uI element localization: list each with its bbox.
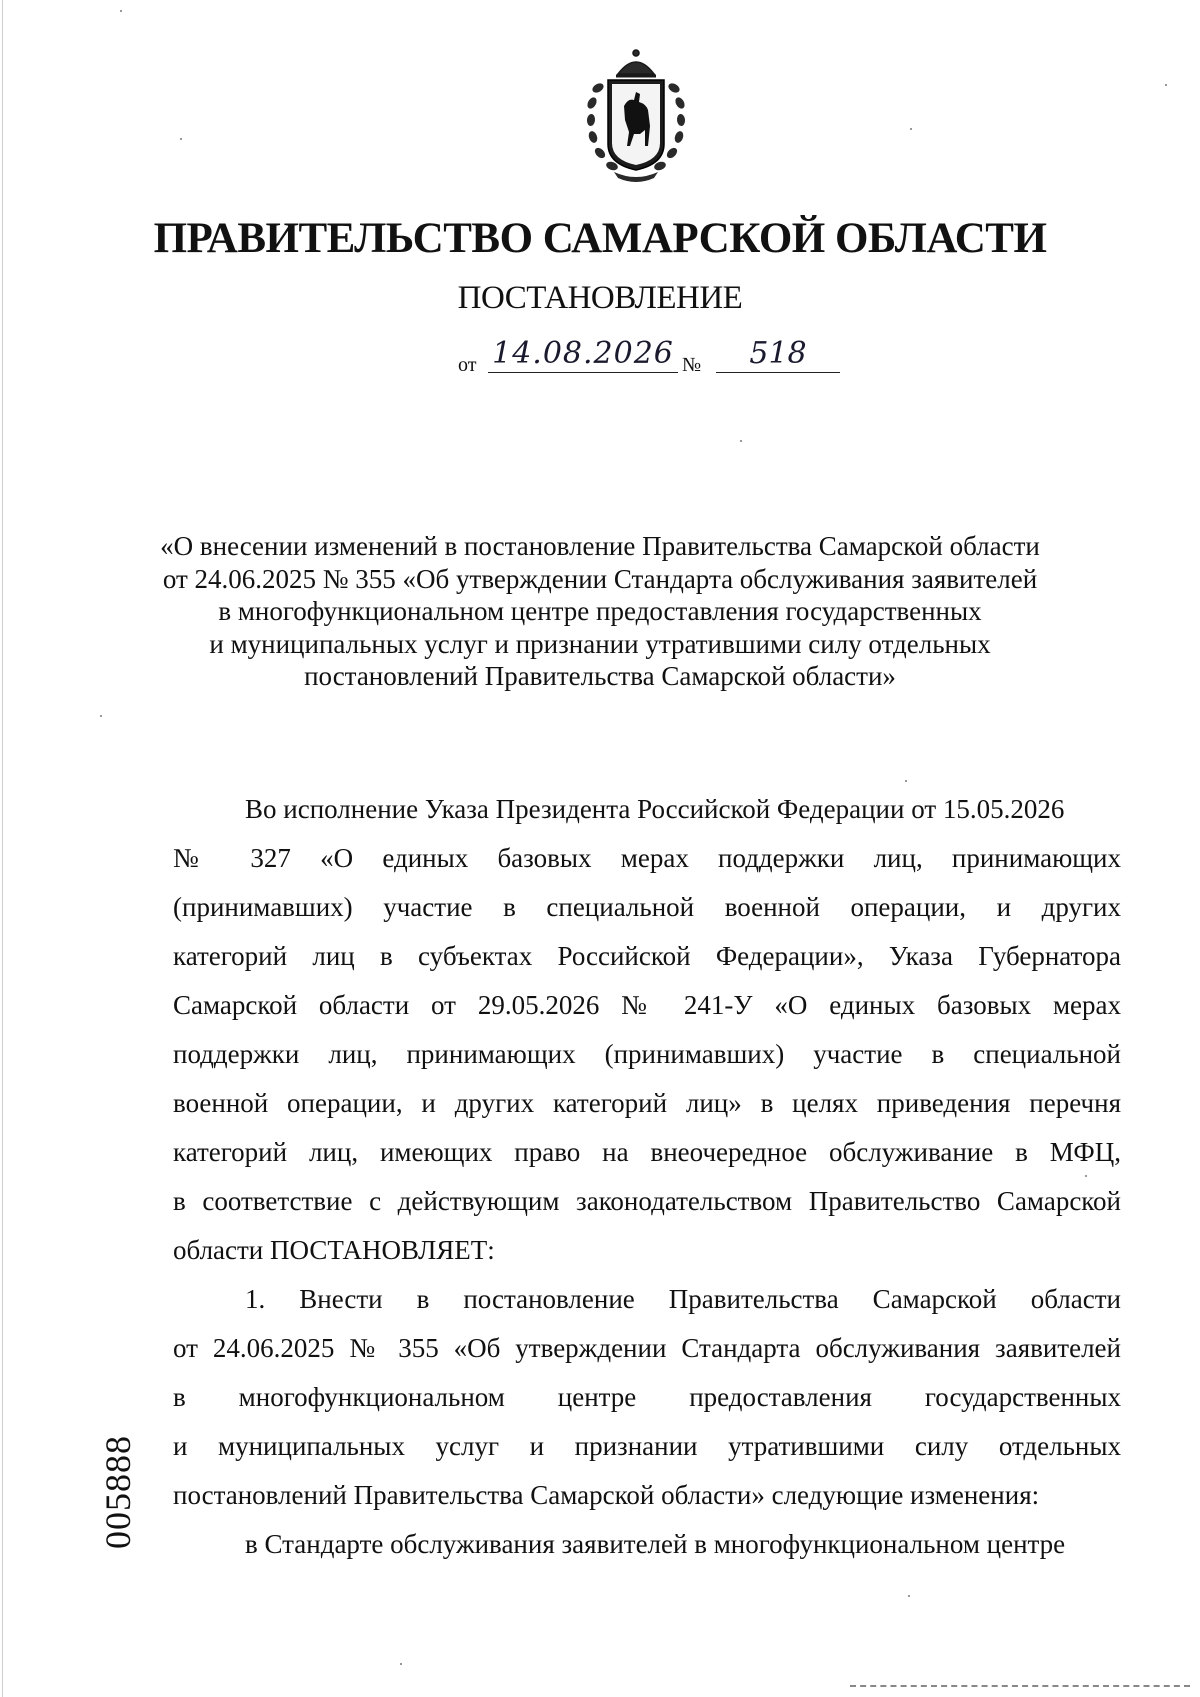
number-prefix: № bbox=[682, 354, 702, 376]
document-type: ПОСТАНОВЛЕНИЕ bbox=[457, 280, 743, 316]
scan-speck bbox=[120, 10, 122, 12]
body-line: от 24.06.2025 № 355 «Об утверждении Стандарта обслуживания заявителей bbox=[173, 1333, 1121, 1363]
scan-speck bbox=[1165, 84, 1167, 86]
scan-speck bbox=[400, 1663, 402, 1665]
body-line: 1. Внести в постановление Правительства Самарской области bbox=[245, 1284, 1121, 1314]
body-line: в Стандарте обслуживания заявителей в многофункциональном центре bbox=[245, 1529, 1066, 1559]
serial-number-text: 005888 bbox=[98, 1435, 138, 1549]
subject-line: «О внесении изменений в постановление Правительства Самарской области bbox=[160, 531, 1040, 561]
date-prefix: от bbox=[458, 354, 477, 376]
body-line: Во исполнение Указа Президента Российской Федерации от 15.05.2026 bbox=[245, 794, 1065, 824]
body-line: № 327 «О единых базовых мерах поддержки лиц, принимающих bbox=[173, 843, 1121, 873]
subject-line: и муниципальных услуг и признании утратившими силу отдельных bbox=[209, 628, 991, 659]
body-line: и муниципальных услуг и признании утратившими силу отдельных bbox=[173, 1431, 1121, 1461]
scan-speck bbox=[180, 138, 182, 140]
body-line: (принимавших) участие в специальной военной операции, и других bbox=[173, 892, 1121, 922]
scan-bottom-edge bbox=[850, 1685, 1190, 1687]
body-line: категорий лиц в субъектах Российской Федерации», Указа Губернатора bbox=[173, 941, 1121, 971]
document-subject bbox=[120, 530, 1080, 693]
body-line: категорий лиц, имеющих право на внеочередное обслуживание в МФЦ, bbox=[173, 1137, 1121, 1167]
body-line: Самарской области от 29.05.2026 № 241-У «О единых базовых мерах bbox=[173, 990, 1121, 1020]
body-line: постановлений Правительства Самарской области» следующие изменения: bbox=[173, 1480, 1040, 1510]
scan-speck bbox=[740, 440, 742, 442]
serial-number bbox=[98, 1432, 138, 1552]
document-body bbox=[173, 785, 1121, 1569]
scan-speck bbox=[100, 715, 102, 717]
body-line: поддержки лиц, принимающих (принимавших) участие в специальной bbox=[173, 1039, 1121, 1069]
subject-line: в многофункциональном центре предоставления государственных bbox=[218, 596, 982, 626]
number-field: 518 bbox=[716, 336, 840, 373]
scan-speck bbox=[910, 128, 912, 130]
organization-title: ПРАВИТЕЛЬСТВО САМАРСКОЙ ОБЛАСТИ bbox=[153, 215, 1047, 262]
coat-of-arms-icon bbox=[584, 48, 688, 184]
date-field: 14.08.2026 bbox=[488, 336, 678, 373]
subject-line: постановлений Правительства Самарской области» bbox=[304, 661, 896, 691]
scan-speck bbox=[908, 1595, 910, 1597]
date-number-line bbox=[458, 332, 848, 376]
scan-speck bbox=[905, 780, 907, 782]
body-line: в соответствие с действующим законодательством Правительство Самарской bbox=[173, 1186, 1121, 1216]
body-line: военной операции, и других категорий лиц» в целях приведения перечня bbox=[173, 1088, 1121, 1118]
body-line: в многофункциональном центре предоставления государственных bbox=[173, 1382, 1121, 1412]
subject-line: от 24.06.2025 № 355 «Об утверждении Стандарта обслуживания заявителей bbox=[162, 563, 1038, 594]
body-line: области ПОСТАНОВЛЯЕТ: bbox=[173, 1235, 495, 1265]
